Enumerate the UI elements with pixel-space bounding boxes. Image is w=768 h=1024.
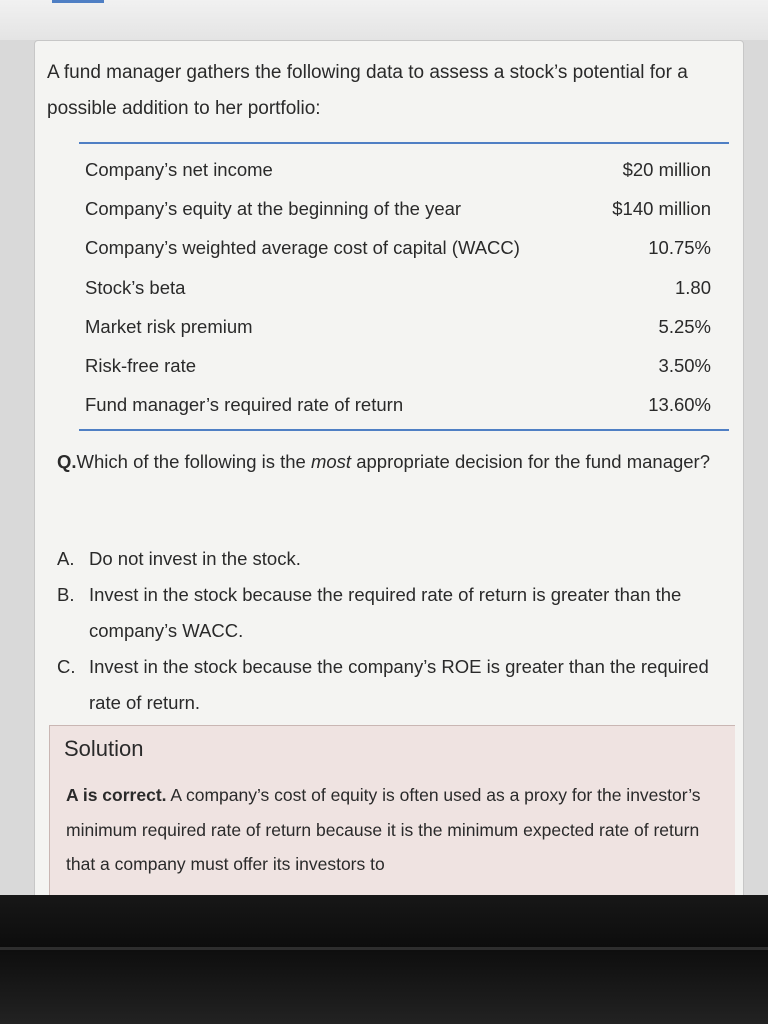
- row-value: 1.80: [674, 276, 711, 298]
- solution-panel: [49, 725, 735, 901]
- row-value: $20 million: [622, 158, 711, 180]
- question-text-start: Which of the following is the: [76, 451, 311, 472]
- option-b[interactable]: [57, 577, 725, 649]
- row-value: 3.50%: [658, 355, 711, 377]
- option-text: Invest in the stock because the required rate of return is greater than the company’s WACC.: [89, 584, 682, 641]
- row-value: 5.25%: [658, 315, 711, 337]
- option-text: Invest in the stock because the company’s ROE is greater than the required rate of return.: [89, 656, 709, 713]
- bezel-edge: [0, 947, 768, 950]
- data-table: [79, 142, 729, 431]
- row-value: 10.75%: [648, 237, 711, 259]
- option-letter: A.: [57, 548, 75, 569]
- row-label: Fund manager’s required rate of return: [85, 394, 404, 416]
- table-row: [79, 229, 729, 268]
- question-card: [34, 40, 744, 900]
- row-label: Stock’s beta: [85, 276, 186, 298]
- row-value: $140 million: [612, 197, 711, 219]
- row-label: Market risk premium: [85, 315, 253, 337]
- table-row: [79, 386, 729, 425]
- option-a[interactable]: [57, 541, 725, 577]
- row-label: Company’s weighted average cost of capital (WACC): [85, 237, 520, 259]
- question-text-end: appropriate decision for the fund manager?: [351, 451, 711, 472]
- monitor-bezel: [0, 895, 768, 1024]
- solution-lead: A is correct.: [66, 785, 167, 805]
- solution-body: A company’s cost of equity is often used as a proxy for the investor’s minimum required rate of return because it is the minimum expected rate of return that a company must offer its investors to: [66, 785, 701, 874]
- table-row: [79, 268, 729, 307]
- question-intro: A fund manager gathers the following data to assess a stock’s potential for a possible addition to her portfolio:: [47, 62, 688, 119]
- solution-text: [66, 778, 726, 882]
- row-label: Company’s equity at the beginning of the year: [85, 197, 462, 219]
- row-value: 13.60%: [648, 394, 711, 416]
- row-label: Company’s net income: [85, 158, 273, 180]
- tab-accent-bar: [52, 0, 104, 3]
- option-letter: C.: [57, 656, 76, 677]
- row-label: Risk-free rate: [85, 355, 197, 377]
- top-strip: [0, 0, 768, 40]
- table-row: [79, 346, 729, 385]
- table-row: [79, 150, 729, 189]
- answer-options: [57, 541, 725, 721]
- question-label: Q.: [57, 451, 77, 472]
- question-emphasis: most: [310, 451, 352, 472]
- table-row: [79, 307, 729, 346]
- table-row: [79, 189, 729, 228]
- option-letter: B.: [57, 584, 75, 605]
- question-prompt: [57, 443, 717, 481]
- option-text: Do not invest in the stock.: [89, 548, 301, 569]
- solution-title: Solution: [64, 736, 144, 761]
- option-c[interactable]: [57, 649, 725, 721]
